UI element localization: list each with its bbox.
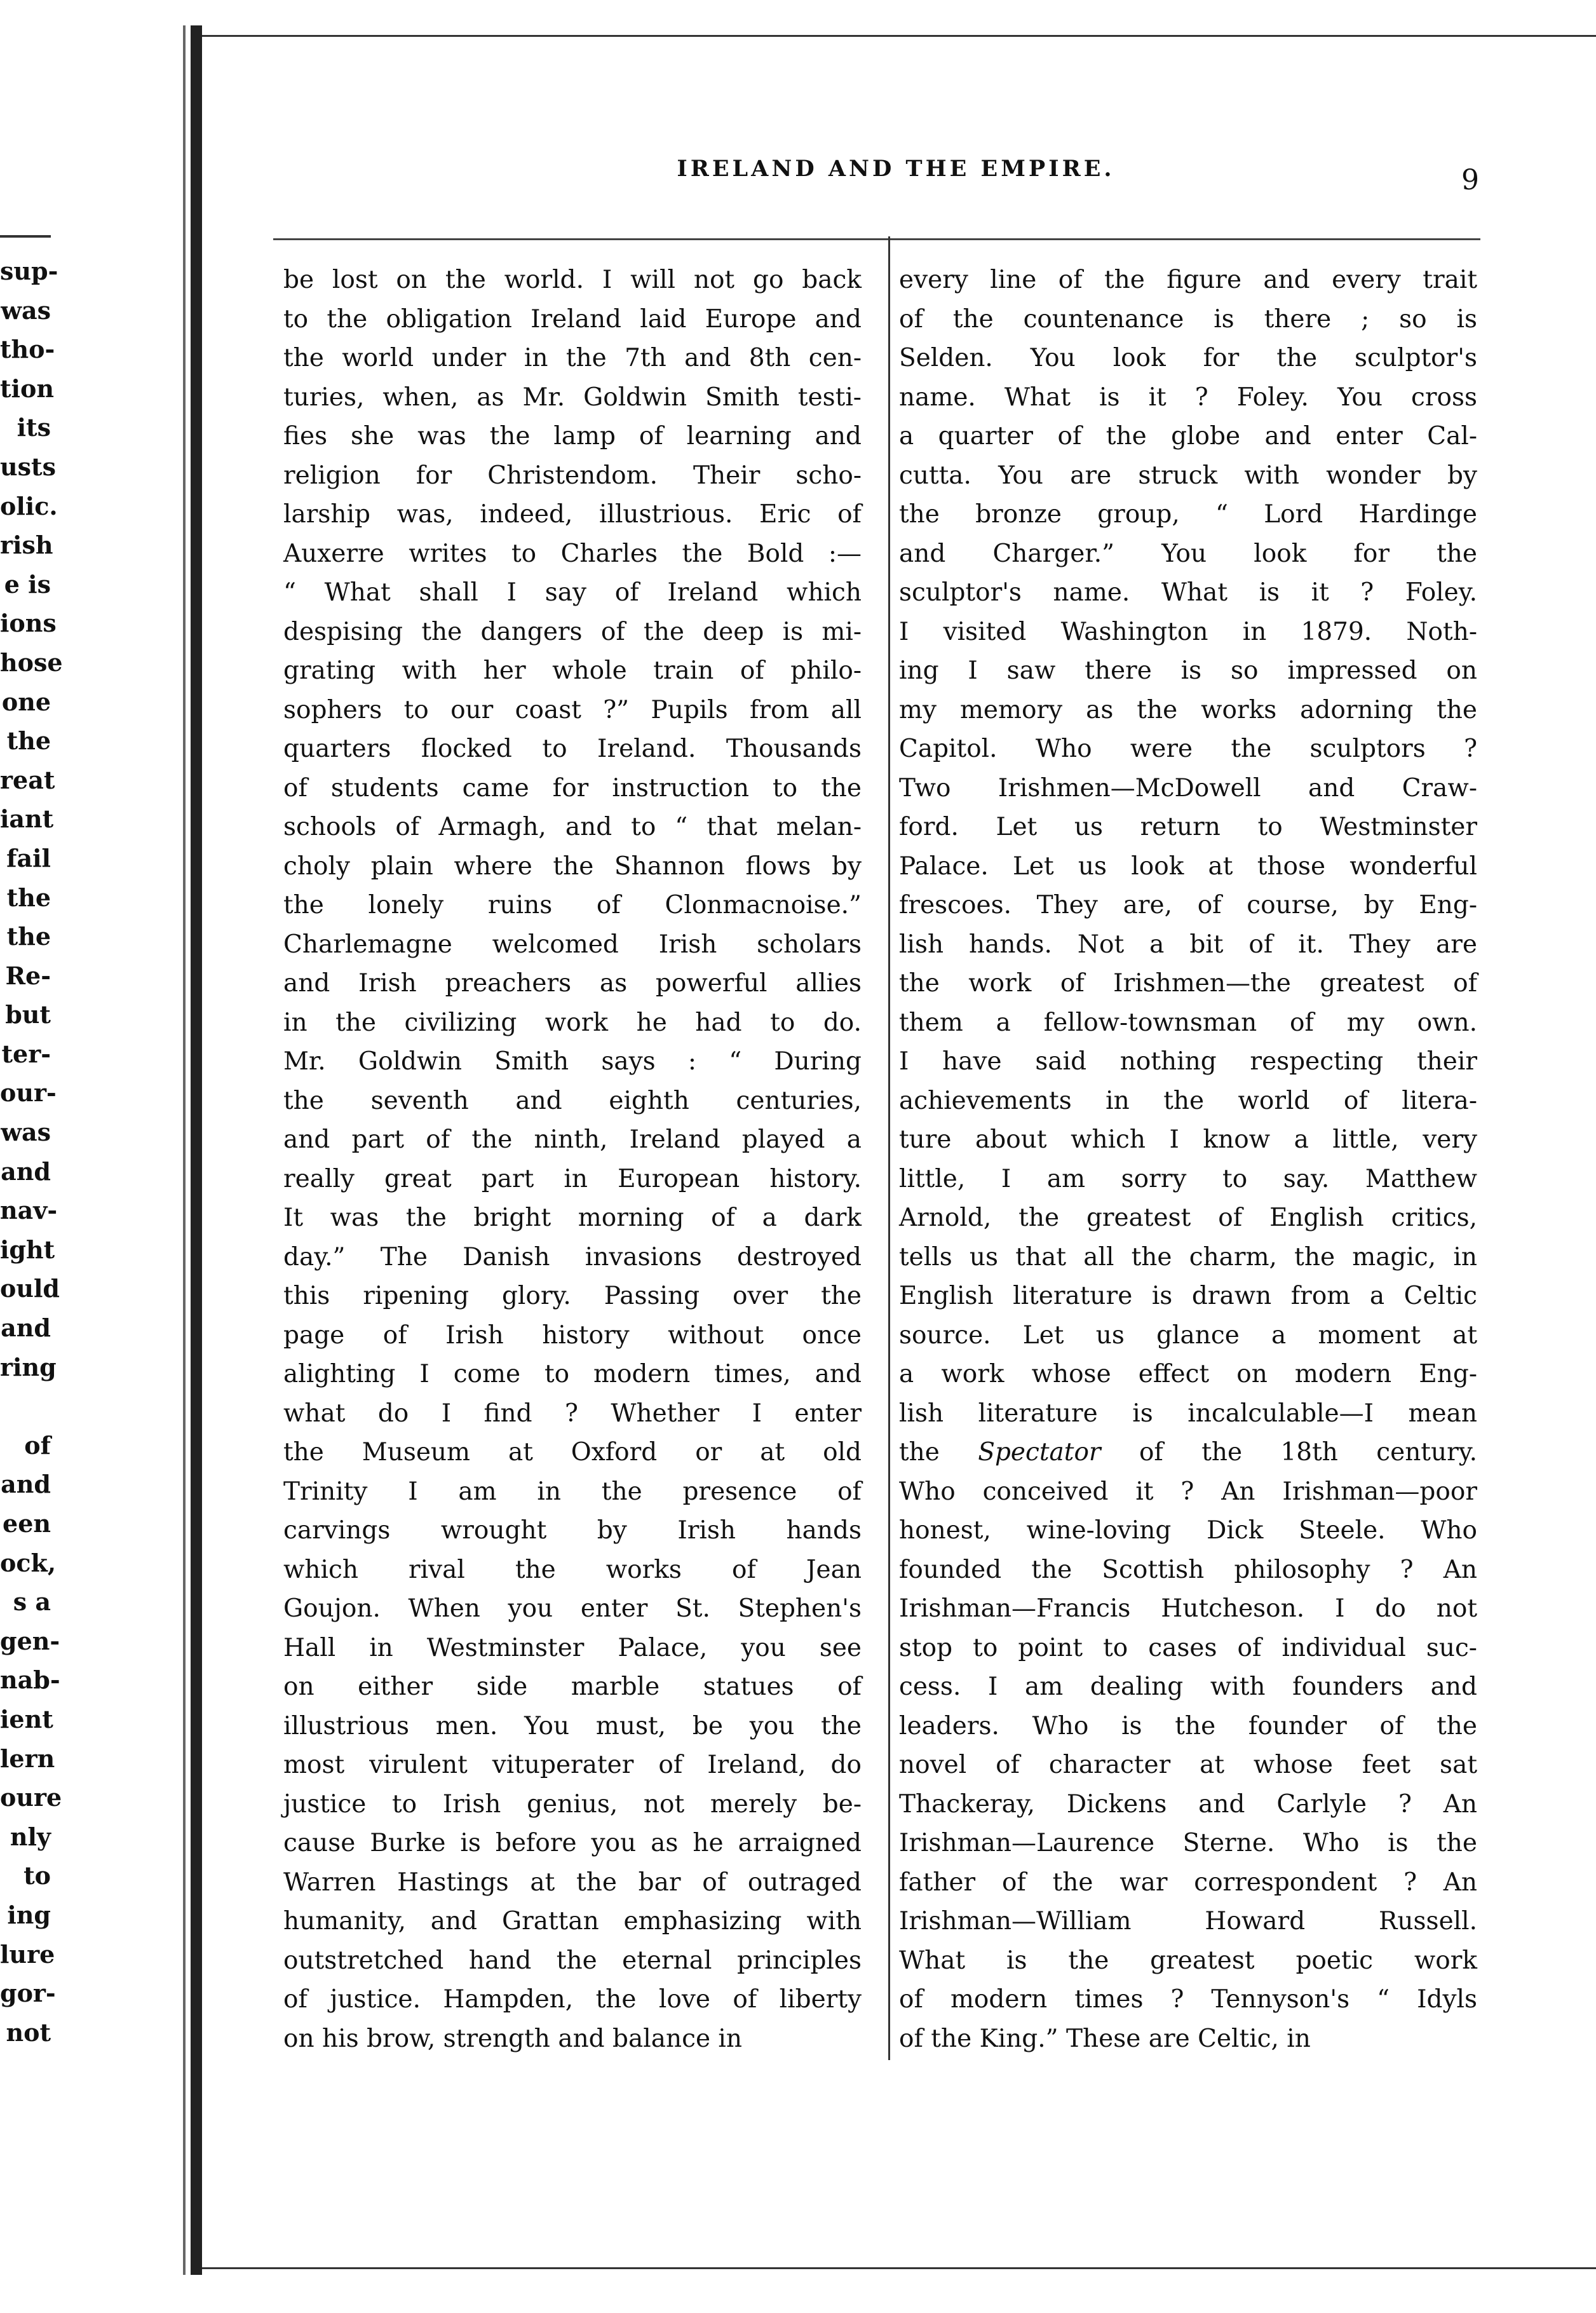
facing-page-line: reat [0,765,55,794]
text-line: ture about which I know a little, very [899,1125,1477,1154]
page-top-edge [202,35,1596,37]
text-line: Selden. You look for the sculptor's [899,344,1477,372]
facing-page-line: its [17,413,51,442]
text-line: of the countenance is there ; so is [899,304,1477,334]
facing-page-line: tion [0,374,54,403]
text-line: cess. I am dealing with founders and [899,1672,1477,1701]
text-line: Trinity I am in the presence of [283,1477,862,1506]
facing-page-line: lern [0,1744,55,1773]
facing-page-line: tho- [0,335,55,364]
facing-page-line: and [1,1313,51,1343]
text-line: “ What shall I say of Ireland which [283,578,862,607]
text-line: a work whose effect on modern Eng- [899,1360,1477,1388]
text-line: on his brow, strength and balance in [283,2024,743,2053]
facing-page-line: of [24,1430,51,1460]
text-line: the bronze group, “ Lord Hardinge [899,500,1477,529]
text-line: name. What is it ? Foley. You cross [899,383,1477,412]
right-text-column [899,261,1477,2058]
text-line: outstretched hand the eternal principles [283,1946,862,1975]
text-line: cutta. You are struck with wonder by [899,461,1477,490]
text-line: the Spectator of the 18th century. [899,1438,1477,1467]
text-line: religion for Christendom. Their scho- [283,461,862,490]
text-line: It was the bright morning of a dark [283,1204,862,1232]
facing-page-line: een [3,1509,51,1538]
facing-page-line: ring [0,1352,57,1381]
text-line: justice to Irish genius, not merely be- [283,1789,862,1819]
text-line: to the obligation Ireland laid Europe and [283,304,862,334]
text-line: my memory as the works adorning the [899,695,1477,724]
facing-page-line: the [6,922,51,951]
facing-page-line: not [6,2018,51,2047]
facing-page-line: but [5,1000,51,1029]
facing-page-rule [0,235,51,238]
text-line: Irishman—Francis Hutcheson. I do not [899,1594,1477,1623]
facing-page-line: to [24,1861,51,1890]
running-head: IRELAND AND THE EMPIRE. [677,156,1115,182]
text-line: and part of the ninth, Ireland played a [283,1125,862,1154]
facing-page-line: nab- [0,1665,60,1695]
text-line: English literature is drawn from a Celtic [899,1282,1477,1310]
text-line: honest, wine-loving Dick Steele. Who [899,1516,1477,1545]
text-line: Hall in Westminster Palace, you see [283,1633,862,1662]
page-number: 9 [1461,164,1479,196]
column-rule [888,236,890,2060]
text-line: Palace. Let us look at those wonderful [899,851,1477,881]
facing-page-line: gen- [0,1626,60,1655]
facing-page-line: usts [0,452,56,481]
facing-page-line: oure [0,1783,62,1812]
text-line: source. Let us glance a moment at [899,1320,1477,1350]
facing-page-line: nav- [0,1196,58,1225]
facing-page-line: one [1,687,51,716]
text-line: on either side marble statues of [283,1672,862,1701]
text-line: Two Irishmen—McDowell and Craw- [899,773,1477,803]
text-line: the lonely ruins of Clonmacnoise.” [283,891,862,919]
facing-page-line: was [1,1118,51,1147]
facing-page-line: ight [0,1235,55,1264]
text-line: and Charger.” You look for the [899,539,1477,568]
text-line: humanity, and Grattan emphasizing with [283,1907,862,1936]
text-line: the Museum at Oxford or at old [283,1438,862,1467]
text-line: really great part in European history. [283,1164,862,1193]
facing-page-line: e is [4,569,51,599]
facing-page-line: lure [0,1939,55,1969]
text-line: novel of character at whose feet sat [899,1751,1477,1779]
facing-page-line: nly [10,1822,51,1851]
text-line: lish literature is incalculable—I mean [899,1399,1477,1428]
facing-page-line: and [1,1156,51,1186]
text-line: Irishman—William Howard Russell. [899,1907,1477,1936]
text-line: Who conceived it ? An Irishman—poor [899,1477,1477,1506]
text-line: fies she was the lamp of learning and [283,422,862,451]
text-line: leaders. Who is the founder of the [899,1711,1477,1740]
text-line: turies, when, as Mr. Goldwin Smith testi- [283,383,862,412]
text-line: founded the Scottish philosophy ? An [899,1555,1477,1584]
facing-page-line: hose [0,648,63,677]
text-line: be lost on the world. I will not go back [283,266,862,294]
text-line: every line of the figure and every trait [899,266,1477,294]
text-line: and Irish preachers as powerful allies [283,969,862,998]
text-line: I have said nothing respecting their [899,1047,1477,1076]
facing-page-line [0,1387,184,1426]
text-line: illustrious men. You must, be you the [283,1711,862,1740]
facing-page-line: ient [0,1704,53,1733]
facing-page-line: iant [0,804,54,834]
facing-page-fragment [0,235,184,2052]
binding-gutter [191,25,202,2275]
facing-page-line: olic. [0,491,58,520]
facing-page-line: sup- [0,257,58,285]
facing-page-line: ock, [0,1548,57,1577]
text-line: carvings wrought by Irish hands [283,1516,862,1545]
facing-page-line: ould [0,1274,60,1303]
text-line: Charlemagne welcomed Irish scholars [283,930,862,959]
text-line: despising the dangers of the deep is mi- [283,617,862,646]
text-line: a quarter of the globe and enter Cal- [899,422,1477,451]
text-line: tells us that all the charm, the magic, in [899,1242,1477,1272]
text-line: them a fellow-townsman of my own. [899,1008,1477,1037]
facing-page-line: ions [0,609,57,638]
text-line: Goujon. When you enter St. Stephen's [283,1594,862,1623]
text-line: sculptor's name. What is it ? Foley. [899,578,1477,607]
text-line: page of Irish history without once [283,1320,862,1350]
page-bottom-edge [202,2267,1596,2269]
text-line: sophers to our coast ?” Pupils from all [283,695,862,724]
text-line: day.” The Danish invasions destroyed [283,1242,862,1272]
text-line: this ripening glory. Passing over the [283,1282,862,1310]
text-line: grating with her whole train of philo- [283,656,862,685]
facing-page-line: s a [13,1587,51,1617]
text-line: Thackeray, Dickens and Carlyle ? An [899,1789,1477,1819]
facing-page-line: and [1,1470,51,1499]
left-text-column [283,261,862,2058]
text-line: the world under in the 7th and 8th cen- [283,344,862,372]
text-line: schools of Armagh, and to “ that melan- [283,813,862,841]
text-line: ford. Let us return to Westminster [899,813,1477,841]
text-line: quarters flocked to Ireland. Thousands [283,735,862,763]
facing-page-line: fail [6,843,51,872]
text-line: the seventh and eighth centuries, [283,1086,862,1115]
text-line: Arnold, the greatest of English critics, [899,1204,1477,1232]
text-line: I visited Washington in 1879. Noth- [899,617,1477,646]
text-line: Mr. Goldwin Smith says : “ During [283,1047,862,1076]
text-line: lish hands. Not a bit of it. They are [899,930,1477,959]
text-line: choly plain where the Shannon flows by [283,851,862,881]
facing-page-line: rish [0,531,53,560]
text-line: alighting I come to modern times, and [283,1360,862,1388]
facing-page-line: gor- [0,1979,56,2008]
text-line: stop to point to cases of individual suc- [899,1633,1477,1662]
facing-page-line: the [6,883,51,912]
facing-page-line: was [1,295,51,325]
text-line: achievements in the world of litera- [899,1086,1477,1115]
facing-page-line: ter- [1,1039,51,1068]
text-line: of justice. Hampden, the love of liberty [283,1985,862,2014]
text-line: Warren Hastings at the bar of outraged [283,1868,862,1897]
text-line: father of the war correspondent ? An [899,1868,1477,1897]
text-line: little, I am sorry to say. Matthew [899,1164,1477,1193]
facing-page-line: our- [0,1078,57,1108]
facing-page-line: the [6,726,51,756]
text-line: of modern times ? Tennyson's “ Idyls [899,1985,1477,2014]
text-line: in the civilizing work he had to do. [283,1008,862,1037]
text-line: Auxerre writes to Charles the Bold :— [283,539,862,568]
text-line: what do I find ? Whether I enter [283,1399,862,1428]
text-line: What is the greatest poetic work [899,1946,1477,1975]
facing-page-line: Re- [5,961,51,990]
text-line: most virulent vituperater of Ireland, do [283,1751,862,1779]
text-line: cause Burke is before you as he arraigned [283,1829,862,1857]
text-line: larship was, indeed, illustrious. Eric of [283,500,862,529]
text-line: frescoes. They are, of course, by Eng- [899,891,1477,919]
text-line: which rival the works of Jean [283,1555,862,1584]
text-line: of the King.” These are Celtic, in [899,2024,1311,2053]
text-line: ing I saw there is so impressed on [899,656,1477,685]
facing-page-line: ing [7,1900,51,1929]
text-line: of students came for instruction to the [283,773,862,803]
text-line: Irishman—Laurence Sterne. Who is the [899,1829,1477,1857]
text-line: Capitol. Who were the sculptors ? [899,735,1477,763]
header-rule [273,238,1480,240]
text-line: the work of Irishmen—the greatest of [899,969,1477,998]
